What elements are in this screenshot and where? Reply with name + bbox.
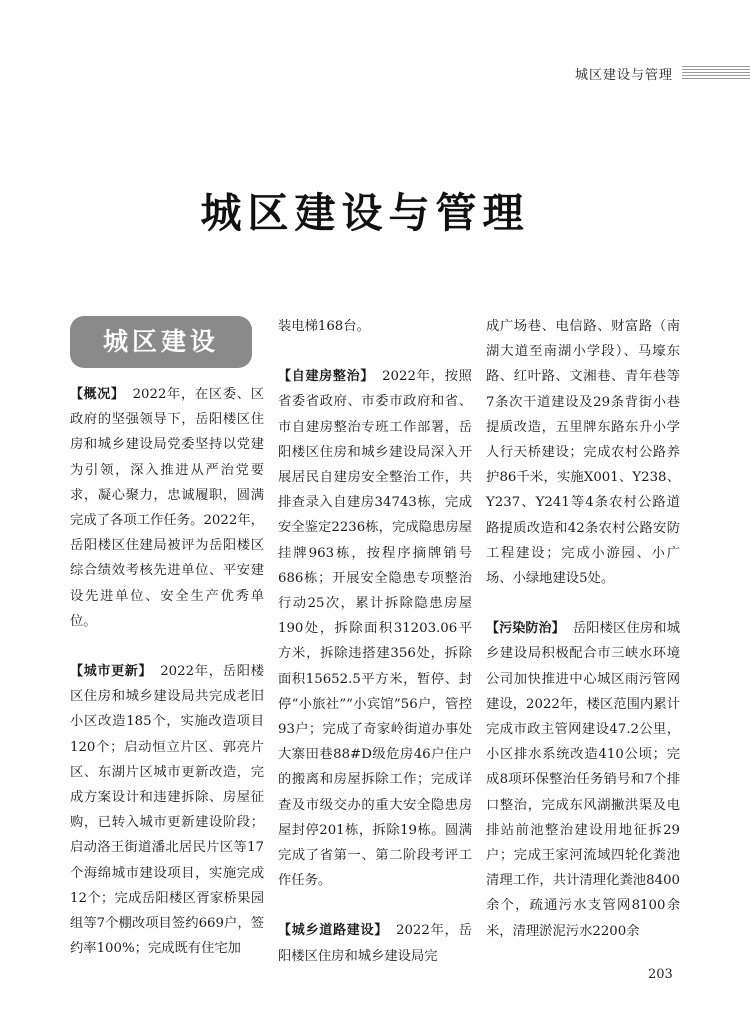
paragraph-text: 2022年，按照省委省政府、市委市政府和省、市自建房整治专班工作部署，岳阳楼区住房和城乡建设局深入开展居民自建房安全整治工作，共排查录入自建房34743栋，完成安全鉴定2236栋，完成隐患房屋挂牌963栋，按程序摘牌销号686栋；开展安全隐患专项整治行动25次，累计拆除隐患房屋190处，拆除面积31203.06平方米，拆除违搭建356处，拆除面积15652.5平方米，暂停、封停“小旅社”“小宾馆”56户，管控93户；完成了奇家岭街道办事处大寨田巷88#D级危房46户住户的搬离和房屋拆除工作；完成详查及市级交办的重大安全隐患房屋封停201栋，拆除19栋。圆满完成了省第一、第二阶段考评工作任务。 [278, 369, 472, 889]
paragraph-pollution-control [486, 616, 680, 944]
paragraph-continuation [278, 314, 472, 339]
paragraph-text: 装电梯168台。 [278, 319, 370, 334]
paragraph-continuation [486, 314, 680, 591]
paragraph-text: 2022年，在区委、区政府的坚强领导下，岳阳楼区住房和城乡建设局党委坚持以党建为引领，深入推进从严治党要求，凝心聚力，忠诚履职，圆满完成了各项工作任务。2022年，岳阳楼区住建局被评为岳阳楼区综合绩效考核先进单位、平安建设先进单位、安全生产优秀单位。 [70, 387, 264, 629]
header-decorative-stripes [682, 66, 750, 80]
page-title: 城区建设与管理 [200, 189, 530, 237]
paragraph-tag: 【自建房整治】 [278, 369, 375, 385]
text-column-3 [486, 314, 680, 944]
paragraph-text: 2022年，岳阳楼区住房和城乡建设局共完成老旧小区改造185个，实施改造项目120个；启动恒立片区、郭亮片区、东湖片区城市更新改造，完成方案设计和违建拆除、房屋征购，已转入城市更新建设阶段；启动洛王街道潘北居民片区等17个海绵城市建设项目，实施完成12个；完成岳阳楼区胥家桥果园组等7个棚改项目签约669户，签约率100%；完成既有住宅加 [70, 664, 264, 957]
paragraph-overview [70, 382, 264, 634]
text-column-2 [278, 314, 472, 969]
paragraph-road-construction [278, 918, 472, 968]
paragraph-text: 岳阳楼区住房和城乡建设局积极配合市三峡水环境公司加快推进中心城区雨污管网建设，2022年，楼区范围内累计完成市政主管网建设47.2公里，小区排水系统改造410公顷；完成8项环保整治任务销号和7个排口整治，完成东风湖撇洪渠及电排站前池整治建设用地征拆29户；完成王家河流域四轮化粪池清理工作，共计清理化粪池8400余个，疏通污水支管网8100余米，清理淤泥污水2200余 [486, 621, 680, 939]
paragraph-text: 2022年，岳阳楼区住房和城乡建设局完 [278, 923, 472, 964]
section-banner: 城区建设 [70, 316, 252, 368]
paragraph-tag: 【城市更新】 [70, 664, 153, 680]
running-header-title: 城区建设与管理 [575, 68, 674, 83]
paragraph-tag: 【污染防治】 [486, 621, 565, 637]
text-column-1 [70, 314, 264, 961]
paragraph-tag: 【概况】 [70, 387, 125, 402]
paragraph-tag: 【城乡道路建设】 [278, 923, 389, 939]
paragraph-self-built-housing [278, 364, 472, 893]
paragraph-urban-renewal [70, 659, 264, 961]
page-number: 203 [648, 967, 673, 982]
paragraph-text: 成广场巷、电信路、财富路（南湖大道至南湖小学段）、马壕东路、红叶路、文湘巷、青年巷等7条次干道建设及29条背街小巷提质改造，五里牌东路东升小学人行天桥建设；完成农村公路养护86千米，实施X001、Y238、Y237、Y241等4条农村公路道路提质改造和42条农村公路安防工程建设；完成小游园、小广场、小绿地建设5处。 [486, 319, 680, 587]
